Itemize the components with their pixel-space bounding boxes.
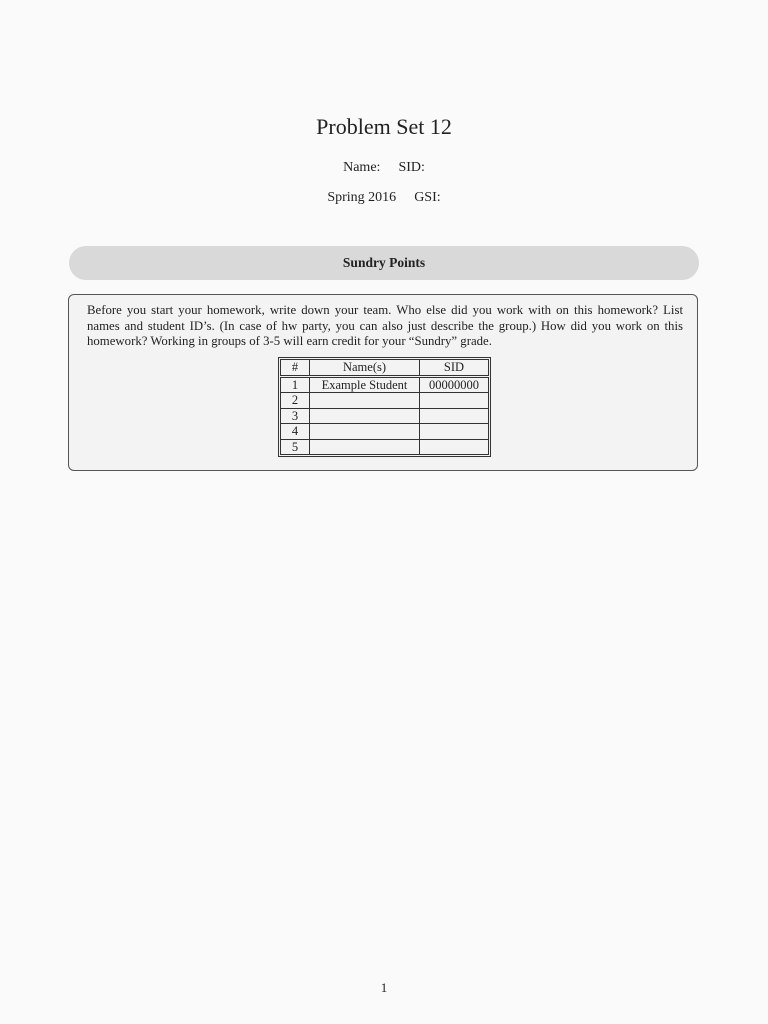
team-table [280, 359, 489, 455]
row-number: 4 [281, 424, 310, 440]
row-sid [420, 439, 489, 455]
table-row [281, 424, 489, 440]
table-row [281, 393, 489, 409]
term-gsi-line [0, 190, 768, 206]
row-number: 2 [281, 393, 310, 409]
row-number: 1 [281, 376, 310, 393]
instructions-text: Before you start your homework, write down your team. Who else did you work with on this homework? List names and student ID’s. (In case of hw party, you can also just describe the group.) How did you work on this homework? Working in groups of 3-5 will earn credit for your “Sundry” grade. [87, 303, 683, 348]
table-row [281, 408, 489, 424]
sundry-points-box [68, 294, 698, 471]
row-sid: 00000000 [420, 376, 489, 393]
page-title: Problem Set 12 [316, 114, 452, 139]
header-number: # [281, 360, 310, 377]
row-name: Example Student [310, 376, 420, 393]
row-name [310, 424, 420, 440]
term-label: Spring 2016 [327, 190, 397, 205]
row-name [310, 408, 420, 424]
row-name [310, 439, 420, 455]
sid-label: SID: [398, 160, 425, 175]
row-number: 5 [281, 439, 310, 455]
table-header-row [281, 360, 489, 377]
section-header: Sundry Points [69, 246, 699, 280]
name-label: Name: [343, 160, 381, 175]
header-names: Name(s) [310, 360, 420, 377]
row-sid [420, 393, 489, 409]
row-number: 3 [281, 408, 310, 424]
page-number: 1 [380, 980, 388, 995]
gsi-label: GSI: [414, 190, 441, 205]
row-name [310, 393, 420, 409]
table-row [281, 376, 489, 393]
name-sid-line [0, 160, 768, 176]
row-sid [420, 408, 489, 424]
row-sid [420, 424, 489, 440]
header-sid: SID [420, 360, 489, 377]
table-row [281, 439, 489, 455]
